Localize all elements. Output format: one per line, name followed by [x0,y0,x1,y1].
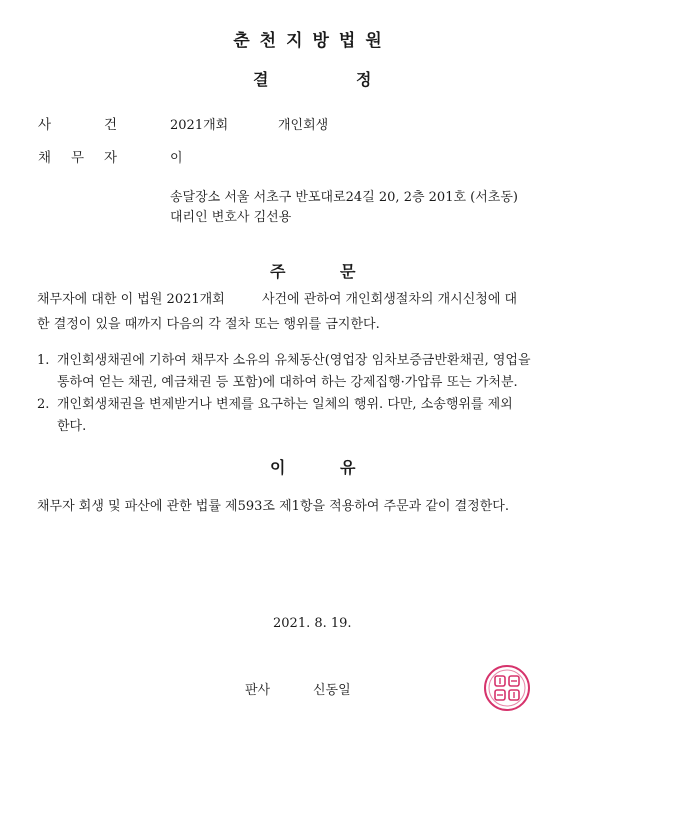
debtor-label-1: 채 [38,150,52,166]
reason-heading-left: 이 [270,458,286,477]
reason-text: 채무자 회생 및 파산에 관한 법률 제593조 제1항을 적용하여 주문과 같이 결정한다. [37,499,509,514]
official-seal-icon [482,663,532,713]
debtor-label-2: 무 [71,150,85,166]
reason-heading-right: 유 [340,458,356,477]
judge-name: 신동일 [313,683,351,698]
doc-type-right: 정 [356,70,372,89]
order-heading-right: 문 [340,262,356,281]
case-number: 2021개회 [170,118,229,133]
debtor-label-3: 자 [104,150,118,166]
item-number: 2. [37,397,50,412]
list-item [37,350,597,394]
order-heading-left: 주 [270,262,286,281]
item-number: 1. [37,353,50,368]
debtor-name: 이 [170,151,183,166]
order-intro [37,287,597,337]
decision-date: 2021. 8. 19. [273,616,352,631]
item-line: 통하여 얻는 채권, 예금채권 등 포함)에 대하여 하는 강제집행·가압류 또는 가처분. [57,375,518,390]
service-address: 송달장소 서울 서초구 반포대로24길 20, 2층 201호 (서초동) [170,190,518,205]
order-intro-line-2: 한 결정이 있을 때까지 다음의 각 절차 또는 행위를 금지한다. [37,317,380,332]
item-line: 개인회생채권을 변제받거나 변제를 요구하는 일체의 행위. 다만, 소송행위를 제외 [57,397,513,412]
case-type: 개인회생 [278,118,329,133]
order-intro-line-1: 채무자에 대한 이 법원 2021개회 사건에 관하여 개인회생절차의 개시신청에 대 [37,292,518,307]
judge-title: 판사 [245,683,271,698]
order-items [37,350,597,438]
case-label-1: 사 [38,117,52,133]
case-label-2: 건 [104,117,118,133]
agent: 대리인 변호사 김선용 [170,210,292,225]
item-line: 개인회생채권에 기하여 채무자 소유의 유체동산(영업장 임차보증금반환채권, 영업을 [57,353,531,368]
item-line: 한다. [57,419,87,434]
doc-type-left: 결 [253,70,269,89]
list-item [37,394,597,438]
court-name: 춘천지방법원 [233,31,392,51]
